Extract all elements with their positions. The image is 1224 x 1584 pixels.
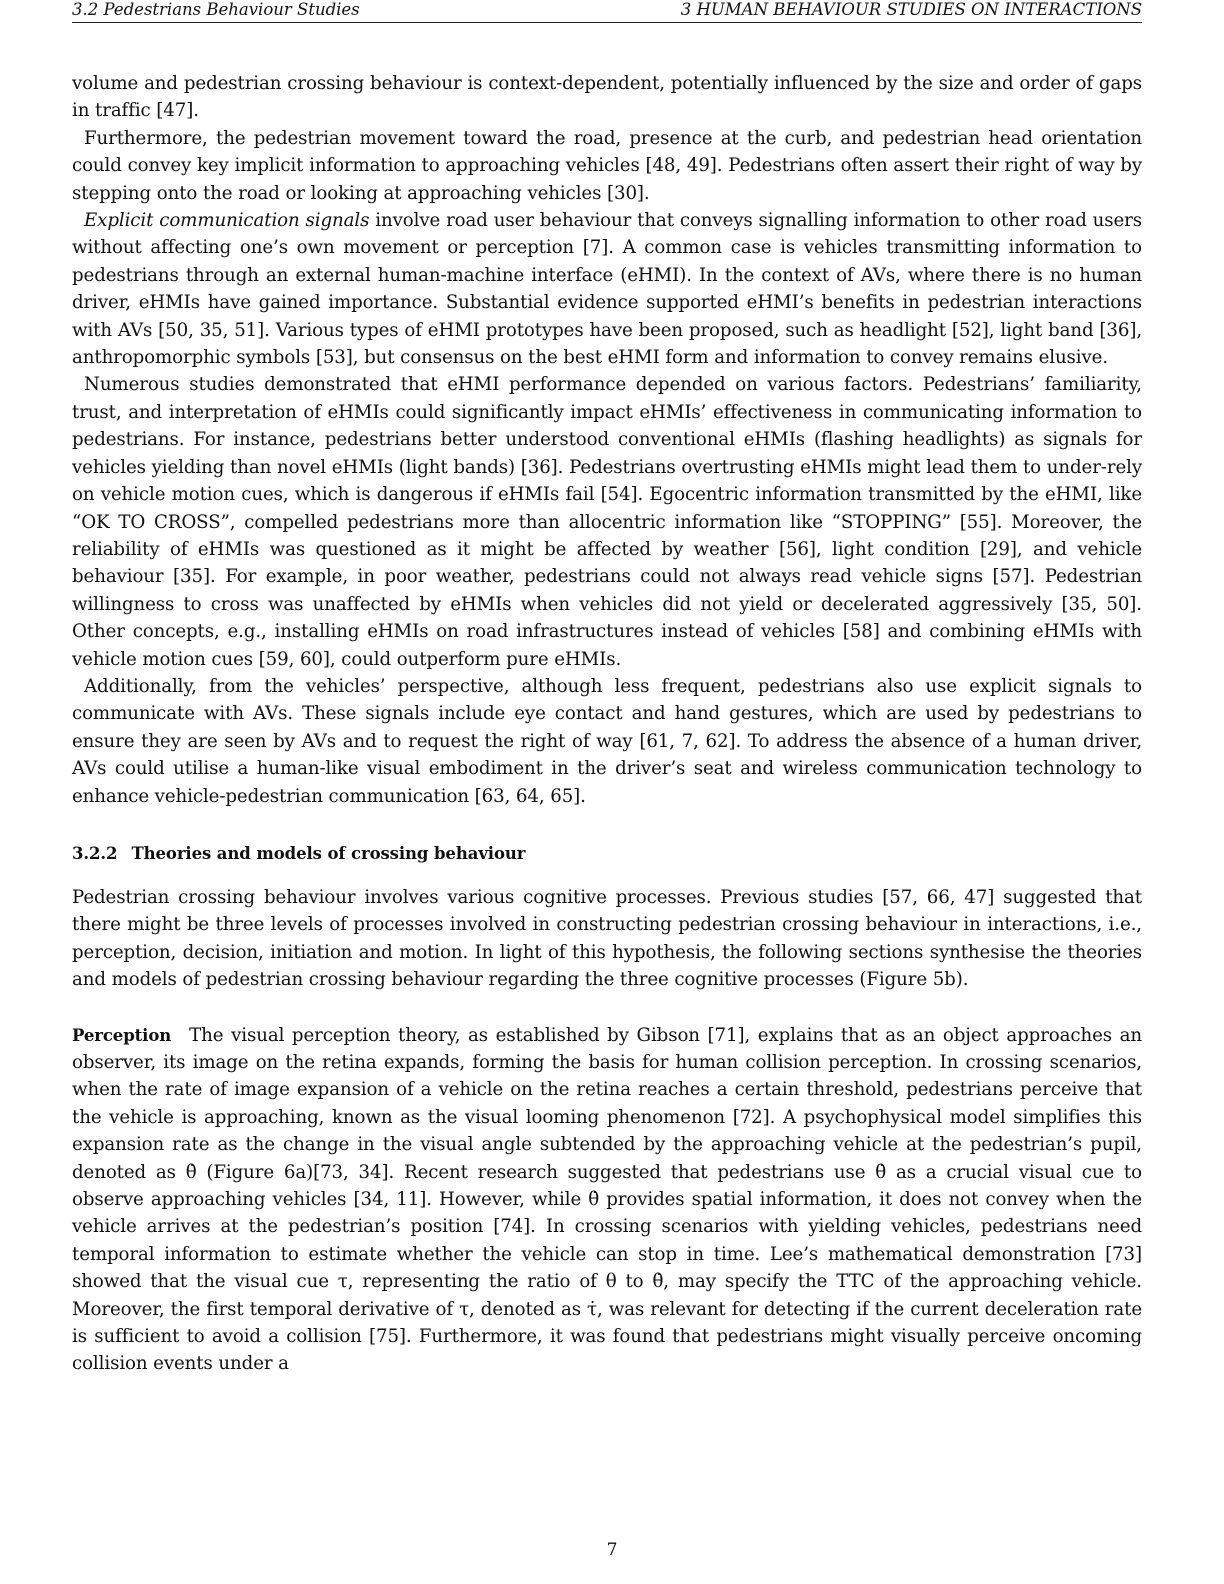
term-explicit-communication-signals: Explicit communication signals — [84, 210, 370, 232]
paragraph-implicit-cues: Furthermore, the pedestrian movement toward the road, presence at the curb, and pedestrian head orientation could convey key implicit information to approaching vehicles [48, 49]. Pedestrians often assert their right of way by stepping onto the road or looking at approaching vehicles [30]. — [72, 127, 1142, 204]
header-section-right: 3 HUMAN BEHAVIOUR STUDIES ON INTERACTIONS — [680, 0, 1142, 19]
body-text — [72, 70, 1142, 1378]
subsection-heading — [72, 842, 1142, 866]
paragraph-crossing-intro: Pedestrian crossing behaviour involves various cognitive processes. Previous studies [57, 66, 47] suggested that there might be three levels of processes involved in constructing pedestrian crossing behaviour in interactions, i.e., perception, decision, initiation and motion. In light of this hypothesis, the following sections synthesise the theories and models of pedestrian crossing behaviour regarding the three cognitive processes (Figure 5b). — [72, 886, 1142, 991]
paragraph-continuation: volume and pedestrian crossing behaviour is context-dependent, potentially influenced by the size and order of gaps in traffic [47]. — [72, 73, 1142, 122]
page-number: 7 — [606, 1540, 618, 1560]
header-section-left: 3.2 Pedestrians Behaviour Studies — [72, 0, 360, 19]
subsection-title: Theories and models of crossing behaviour — [131, 843, 526, 863]
paragraph-heading-perception: Perception — [72, 1025, 172, 1045]
running-header — [72, 0, 1142, 23]
paragraph-perception-text: The visual perception theory, as established by Gibson [71], explains that as an object approaches an observer, its image on the retina expands, forming the basis for human collision perception. In crossing scenarios, when the rate of image expansion of a vehicle on the retina reaches a certain threshold, pedestrians perceive that the vehicle is approaching, known as the visual looming phenomenon [72]. A psychophysical model simplifies this expansion rate as the change in the visual angle subtended by the approaching vehicle at the pedestrian’s pupil, denoted as θ̇ (Figure 6a)[73, 34]. Recent research suggested that pedestrians use θ̇ as a crucial visual cue to observe approaching vehicles [34, 11]. However, while θ̇ provides spatial information, it does not convey when the vehicle arrives at the pedestrian’s position [74]. In crossing scenarios with yielding vehicles, pedestrians need temporal information to estimate whether the vehicle can stop in time. Lee’s mathematical demonstration [73] showed that the visual cue τ, representing the ratio of θ to θ̇, may specify the TTC of the approaching vehicle. Moreover, the first temporal derivative of τ, denoted as τ̇, was relevant for detecting if the current deceleration rate is sufficient to avoid a collision [75]. Furthermore, it was found that pedestrians might visually perceive oncoming collision events under a — [72, 1024, 1142, 1375]
paragraph-explicit-signals — [72, 207, 1142, 371]
paragraph-pedestrian-signals: Additionally, from the vehicles’ perspective, although less frequent, pedestrians also use explicit signals to communicate with AVs. These signals include eye contact and hand gestures, which are used by pedestrians to ensure they are seen by AVs and to request the right of way [61, 7, 62]. To address the absence of a human driver, AVs could utilise a human-like visual embodiment in the driver’s seat and wireless communication technology to enhance vehicle-pedestrian communication [63, 64, 65]. — [72, 675, 1142, 807]
paragraph-explicit-signals-text: involve road user behaviour that conveys signalling information to other road users without affecting one’s own movement or perception [7]. A common case is vehicles transmitting information to pedestrians through an external human-machine interface (eHMI). In the context of AVs, where there is no human driver, eHMIs have gained importance. Substantial evidence supported eHMI’s benefits in pedestrian interactions with AVs [50, 35, 51]. Various types of eHMI prototypes have been proposed, such as headlight [52], light band [36], anthropomorphic symbols [53], but consensus on the best eHMI form and information to convey remains elusive. — [72, 210, 1143, 369]
paragraph-perception — [72, 1022, 1142, 1378]
paragraph-ehmi-performance: Numerous studies demonstrated that eHMI performance depended on various factors. Pedestrians’ familiarity, trust, and interpretation of eHMIs could significantly impact eHMIs’ effectiveness in communicating information to pedestrians. For instance, pedestrians better understood conventional eHMIs (flashing headlights) as signals for vehicles yielding than novel eHMIs (light bands) [36]. Pedestrians overtrusting eHMIs might lead them to under-rely on vehicle motion cues, which is dangerous if eHMIs fail [54]. Egocentric information transmitted by the eHMI, like “OK TO CROSS”, compelled pedestrians more than allocentric information like “STOPPING” [55]. Moreover, the reliability of eHMIs was questioned as it might be affected by weather [56], light condition [29], and vehicle behaviour [35]. For example, in poor weather, pedestrians could not always read vehicle signs [57]. Pedestrian willingness to cross was unaffected by eHMIs when vehicles did not yield or decelerated aggressively [35, 50]. Other concepts, e.g., installing eHMIs on road infrastructures instead of vehicles [58] and combining eHMIs with vehicle motion cues [59, 60], could outperform pure eHMIs. — [72, 374, 1142, 670]
subsection-number: 3.2.2 — [72, 843, 118, 863]
